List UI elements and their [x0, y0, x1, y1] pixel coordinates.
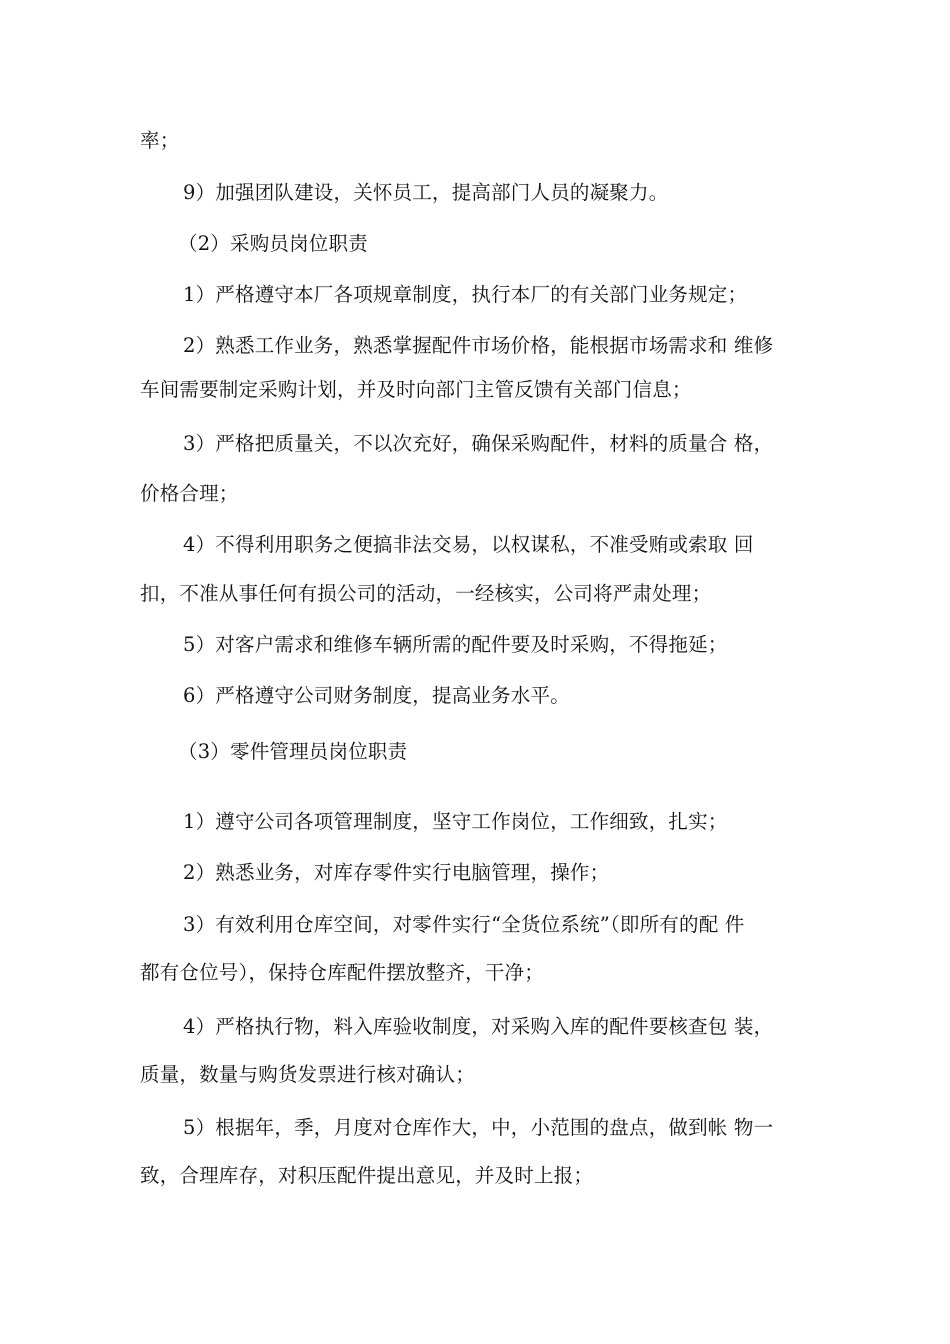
paragraph-line: 3）有效利用仓库空间，对零件实行“全货位系统”（即所有的配 件 — [183, 913, 745, 936]
section-heading: （2）采购员岗位职责 — [178, 232, 368, 255]
paragraph-line: 4）严格执行物，料入库验收制度，对采购入库的配件要核查包 装， — [183, 1015, 774, 1038]
paragraph-line: 质量，数量与购货发票进行核对确认； — [140, 1063, 475, 1086]
paragraph-line: 价格合理； — [140, 482, 239, 505]
paragraph-line: 1）严格遵守本厂各项规章制度，执行本厂的有关部门业务规定； — [183, 283, 748, 306]
paragraph-line: 3）严格把质量关，不以次充好，确保采购配件，材料的质量合 格， — [183, 432, 774, 455]
paragraph-line: 2）熟悉工作业务，熟悉掌握配件市场价格，能根据市场需求和 维修 — [183, 334, 774, 357]
paragraph-line: 5）对客户需求和维修车辆所需的配件要及时采购，不得拖延； — [183, 633, 728, 656]
paragraph-line: 率； — [140, 129, 180, 152]
paragraph-line: 9）加强团队建设，关怀员工，提高部门人员的凝聚力。 — [183, 181, 669, 204]
paragraph-line: 2）熟悉业务，对库存零件实行电脑管理，操作； — [183, 861, 610, 884]
paragraph-line: 扣，不准从事任何有损公司的活动，一经核实，公司将严肃处理； — [140, 582, 712, 605]
paragraph-line: 5）根据年，季，月度对仓库作大，中，小范围的盘点，做到帐 物一 — [183, 1116, 774, 1139]
section-heading: （3）零件管理员岗位职责 — [178, 740, 408, 763]
paragraph-line: 都有仓位号），保持仓库配件摆放整齐，干净； — [140, 961, 544, 984]
paragraph-line: 车间需要制定采购计划，并及时向部门主管反馈有关部门信息； — [140, 378, 692, 401]
paragraph-line: 致，合理库存，对积压配件提出意见，并及时上报； — [140, 1164, 594, 1187]
paragraph-line: 1）遵守公司各项管理制度，坚守工作岗位，工作细致，扎实； — [183, 810, 728, 833]
paragraph-line: 4）不得利用职务之便搞非法交易，以权谋私，不准受贿或索取 回 — [183, 533, 754, 556]
paragraph-line: 6）严格遵守公司财务制度，提高业务水平。 — [183, 684, 570, 707]
